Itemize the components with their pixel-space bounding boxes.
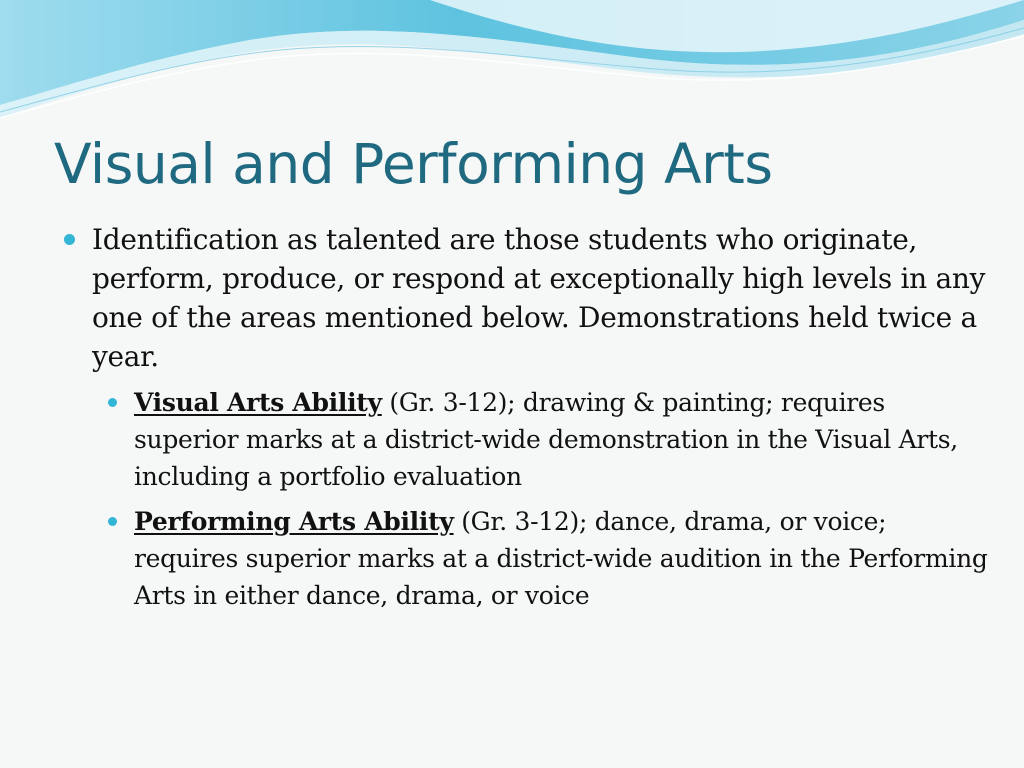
main-bullet-point <box>62 220 992 376</box>
bullet-icon <box>108 398 117 407</box>
performing-arts-term: Performing Arts Ability <box>134 507 454 536</box>
slide-title: Visual and Performing Arts <box>54 132 773 196</box>
wave-header-decoration <box>0 0 1024 130</box>
bullet-icon <box>108 517 117 526</box>
content-area <box>62 220 992 622</box>
sub-bullet-visual-arts <box>134 384 992 495</box>
sub-bullet-performing-arts <box>134 503 992 614</box>
visual-arts-term: Visual Arts Ability <box>134 388 382 417</box>
visual-arts-description: (Gr. 3-12); drawing & painting; requires superior marks at a district-wide demonstration in the Visual Arts, including a portfolio evaluation <box>134 388 958 491</box>
sub-bullet-list <box>62 384 992 614</box>
bullet-icon <box>64 234 75 245</box>
performing-arts-description: (Gr. 3-12); dance, drama, or voice; requires superior marks at a district-wide audition in the Performing Arts in either dance, drama, or voice <box>134 507 988 610</box>
main-point-text: Identification as talented are those students who originate, perform, produce, or respond at exceptionally high levels in any one of the areas mentioned below. Demonstrations held twice a year. <box>92 223 986 373</box>
